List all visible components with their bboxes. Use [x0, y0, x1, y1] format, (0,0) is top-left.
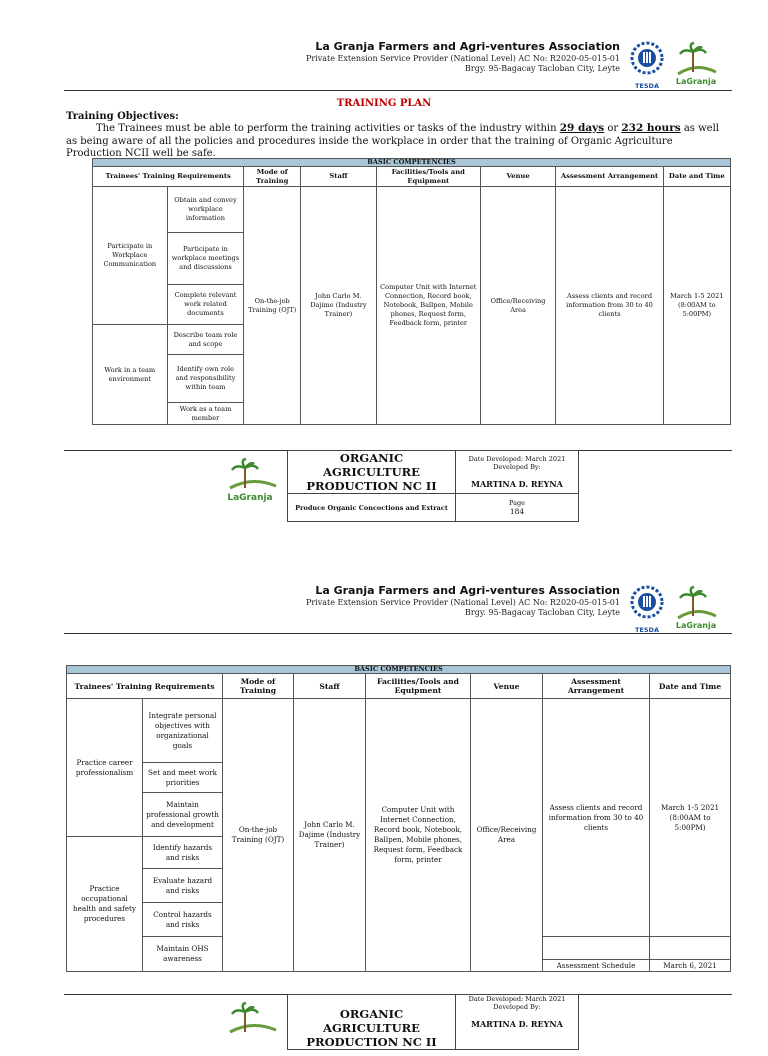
competency-item: Complete relevant work related documents	[167, 285, 244, 325]
cell-staff: John Carlo M. Dajime (Industry Trainer)	[294, 699, 366, 972]
footer-developed-by: Developed By:	[493, 463, 541, 471]
assessment-schedule-label: Assessment Schedule	[543, 959, 649, 971]
competencies-table-2	[66, 665, 731, 972]
org-address: Brgy. 95-Bagacay Tacloban City, Leyte	[465, 64, 620, 73]
page2-header	[0, 584, 768, 634]
col-requirements: Trainees' Training Requirements	[67, 674, 223, 699]
objectives-text-1: The Trainees must be able to perform the training activities or tasks of the industry within	[96, 123, 560, 134]
footer-module-subtitle: Produce Organic Concoctions and Extract	[288, 494, 456, 522]
competency-item: Maintain OHS awareness	[143, 937, 223, 972]
tesda-label: TESDA	[635, 626, 659, 634]
competency-item: Evaluate hazard and risks	[143, 869, 223, 903]
cell-assessment: Assess clients and record information from 30 to 40 clients	[543, 699, 650, 937]
cell-date: March 1-5 2021 (8:00AM to 5:00PM)	[650, 699, 731, 937]
page-title: TRAINING PLAN	[336, 98, 432, 109]
header-rule	[64, 90, 732, 91]
cell-schedule-date-wrap	[650, 937, 731, 972]
page2-footer	[0, 994, 768, 1049]
cell-venue: Office/Receiving Area	[480, 187, 556, 425]
objectives-paragraph	[66, 122, 730, 161]
col-staff: Staff	[301, 167, 377, 187]
competency-group-1: Participate in Workplace Communication	[93, 187, 168, 325]
footer-developer-name: MARTINA D. REYNA	[471, 479, 563, 489]
competency-group-1: Practice career professionalism	[67, 699, 143, 837]
competency-item: Describe team role and scope	[167, 325, 244, 355]
col-staff: Staff	[294, 674, 366, 699]
cell-mode: On-the-job Training (OJT)	[223, 699, 294, 972]
footer-lagranja-text: LaGranja	[227, 493, 273, 503]
lagranja-logo	[672, 40, 720, 88]
cell-mode: On-the-job Training (OJT)	[244, 187, 301, 425]
footer-developer-name: MARTINA D. REYNA	[471, 1019, 563, 1029]
col-venue: Venue	[480, 167, 556, 187]
objectives-text-2: as well as being aware of all the policies and procedures inside the workplace in order that the training of Organic Agriculture Production NCII well be safe.	[66, 123, 719, 159]
col-date: Date and Time	[663, 167, 730, 187]
tesda-label: TESDA	[635, 82, 659, 90]
competency-item: Identify own role and responsibility within team	[167, 355, 244, 403]
col-assessment: Assessment Arrangement	[543, 674, 650, 699]
objectives-heading: Training Objectives:	[66, 111, 179, 122]
footer-module-title: ORGANIC AGRICULTURE PRODUCTION NC II	[288, 995, 456, 1050]
footer-developer-cell	[456, 451, 579, 494]
footer-date-developed: Date Developed: March 2021	[468, 455, 566, 463]
tesda-logo	[628, 584, 666, 634]
competency-item: Control hazards and risks	[143, 903, 223, 937]
footer-box	[287, 994, 579, 1050]
competencies-table-1	[92, 158, 731, 425]
footer-lagranja-logo	[224, 1002, 280, 1052]
band-basic-competencies: BASIC COMPETENCIES	[93, 159, 731, 167]
footer-developer-cell	[456, 995, 579, 1050]
footer-page-label: Page	[509, 499, 525, 507]
header-rule	[64, 633, 732, 634]
col-mode: Mode of Training	[223, 674, 294, 699]
col-assessment: Assessment Arrangement	[556, 167, 663, 187]
footer-page-cell	[456, 494, 579, 522]
org-accreditation: Private Extension Service Provider (National Level) AC No: R2020-05-015-01	[305, 54, 620, 63]
footer-lagranja-logo	[224, 458, 280, 508]
competency-item: Identify hazards and risks	[143, 837, 223, 869]
org-name: La Granja Farmers and Agri-ventures Association	[315, 584, 620, 597]
competency-group-2: Work in a team environment	[93, 325, 168, 425]
footer-page-number: 184	[509, 507, 525, 516]
competency-group-2: Practice occupational health and safety procedures	[67, 837, 143, 972]
org-accreditation: Private Extension Service Provider (National Level) AC No: R2020-05-015-01	[305, 598, 620, 607]
lagranja-text: LaGranja	[675, 621, 717, 630]
cell-staff: John Carlo M. Dajime (Industry Trainer)	[301, 187, 377, 425]
tesda-logo	[628, 40, 666, 90]
footer-date-developed: Date Developed: March 2021	[468, 995, 566, 1003]
footer-module-title: ORGANIC AGRICULTURE PRODUCTION NC II	[288, 451, 456, 494]
cell-facilities: Computer Unit with Internet Connection, Record book, Notebook, Ballpen, Mobile phones, Request form, Feedback form, printer	[366, 699, 471, 972]
lagranja-text: LaGranja	[675, 77, 717, 86]
competency-item: Integrate personal objectives with organizational goals	[143, 699, 223, 763]
competency-item: Obtain and convey workplace information	[167, 187, 244, 233]
col-requirements: Trainees' Training Requirements	[93, 167, 244, 187]
objectives-or: or	[604, 123, 622, 134]
col-facilities: Facilities/Tools and Equipment	[366, 674, 471, 699]
col-mode: Mode of Training	[244, 167, 301, 187]
competency-item: Maintain professional growth and development	[143, 793, 223, 837]
competency-item: Set and meet work priorities	[143, 763, 223, 793]
col-date: Date and Time	[650, 674, 731, 699]
cell-facilities: Computer Unit with Internet Connection, Record book, Notebook, Ballpen, Mobile phones, Request form, Feedback form, printer	[376, 187, 480, 425]
objectives-days: 29 days	[559, 122, 605, 134]
competency-item: Work as a team member	[167, 403, 244, 425]
org-address: Brgy. 95-Bagacay Tacloban City, Leyte	[465, 608, 620, 617]
footer-developed-by: Developed By:	[493, 1003, 541, 1011]
cell-assessment: Assess clients and record information from 30 to 40 clients	[556, 187, 663, 425]
band-basic-competencies: BASIC COMPETENCIES	[67, 666, 731, 674]
cell-date: March 1-5 2021 (8:00AM to 5:00PM)	[663, 187, 730, 425]
cell-schedule-label-wrap	[543, 937, 650, 972]
footer-box	[287, 450, 579, 522]
competency-item: Participate in workplace meetings and discussions	[167, 233, 244, 285]
lagranja-logo	[672, 584, 720, 632]
col-venue: Venue	[471, 674, 543, 699]
cell-venue: Office/Receiving Area	[471, 699, 543, 972]
org-name: La Granja Farmers and Agri-ventures Association	[315, 40, 620, 53]
page1-header	[0, 40, 768, 90]
objectives-hours: 232 hours	[621, 122, 681, 134]
col-facilities: Facilities/Tools and Equipment	[376, 167, 480, 187]
page1-footer	[0, 450, 768, 522]
assessment-schedule-date: March 6, 2021	[650, 959, 730, 971]
